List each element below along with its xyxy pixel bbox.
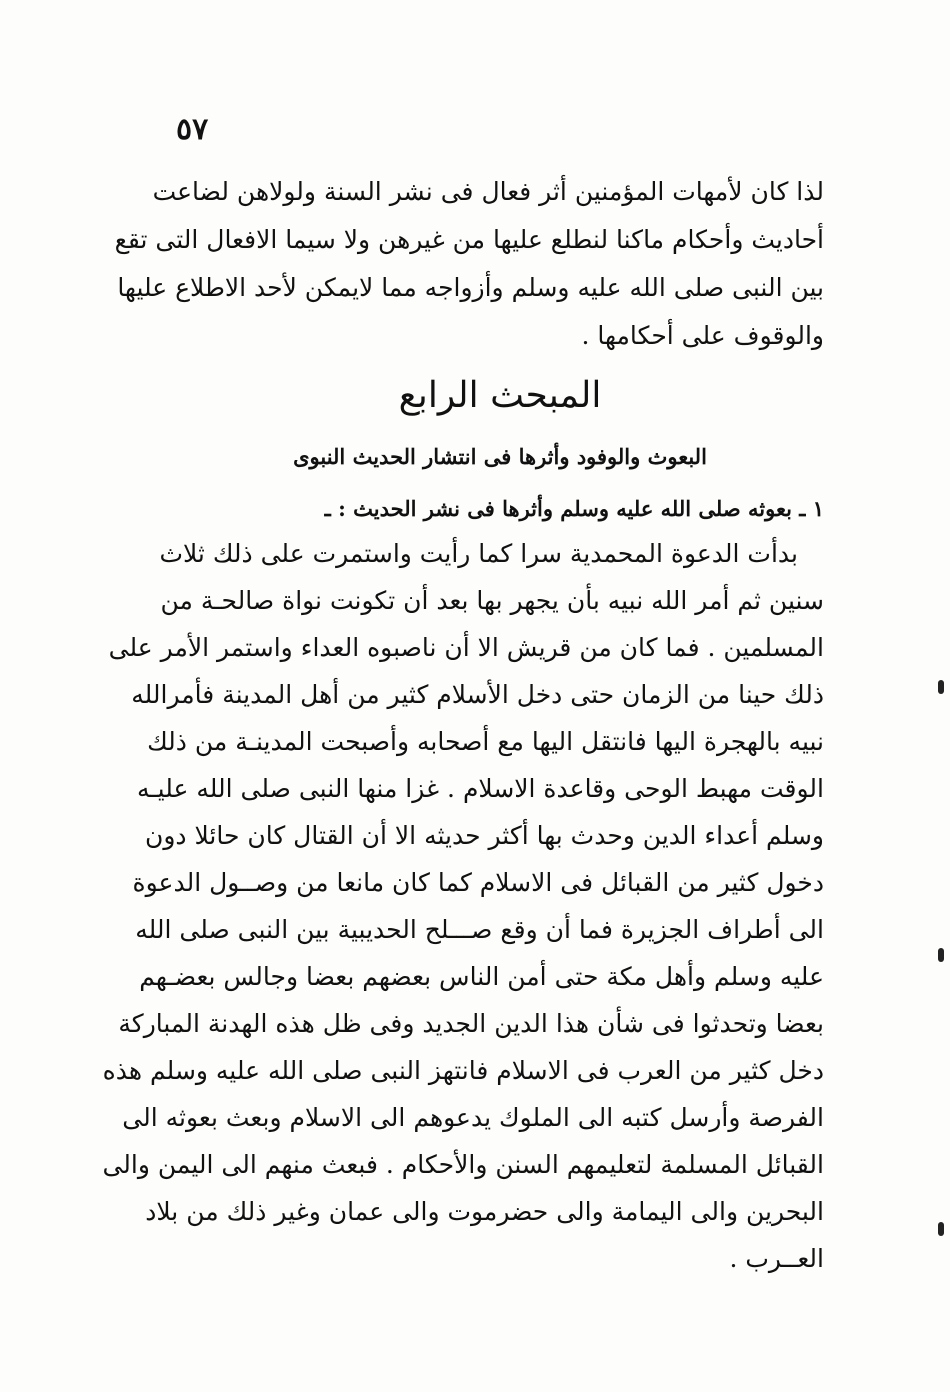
text-line: العــرب . — [729, 1244, 824, 1273]
text-line: المسلمين . فما كان من قريش الا أن ناصبوه العداء واستمر الأمر على — [108, 633, 824, 662]
text-line: بدأت الدعوة المحمدية سرا كما رأيت واستمرت على ذلك ثلاث — [159, 539, 798, 568]
text-line: البحرين والى اليمامة والى حضرموت والى عمان وغير ذلك من بلاد — [145, 1197, 824, 1226]
text-line: لذا كان لأمهات المؤمنين أثر فعال فى نشر السنة ولولاهن لضاعت — [152, 177, 824, 206]
margin-mark — [938, 1222, 944, 1236]
margin-mark — [938, 680, 944, 694]
text-line: نبيه بالهجرة اليها فانتقل اليها مع أصحابه وأصبحت المدينـة من ذلك — [147, 727, 824, 756]
text-line: سنين ثم أمر الله نبيه بأن يجهر بها بعد أن تكونت نواة صالحـة من — [160, 586, 824, 615]
text-line: والوقوف على أحكامها . — [581, 321, 824, 350]
section-subtitle: البعوث والوفود وأثرها فى انتشار الحديث النبوى — [293, 444, 707, 469]
body-paragraph — [102, 530, 824, 1282]
text-line: الفرصة وأرسل كتبه الى الملوك يدعوهم الى الاسلام وبعث بعوثه الى — [122, 1103, 824, 1132]
text-line: عليه وسلم وأهل مكة حتى أمن الناس بعضهم بعضا وجالس بعضـهم — [139, 962, 824, 991]
text-line: القبائل المسلمة لتعليمهم السنن والأحكام . فبعث منهم الى اليمن والى — [102, 1150, 824, 1179]
text-line: الى أطراف الجزيرة فما أن وقع صـــلح الحديبية بين النبى صلى الله — [135, 915, 824, 944]
section-title: المبحث الرابع — [398, 375, 602, 416]
text-line: وسلم أعداء الدين وحدث بها أكثر حديثه الا أن القتال كان حائلا دون — [144, 821, 824, 850]
intro-paragraph — [114, 168, 824, 360]
text-line: بين النبى صلى الله عليه وسلم وأزواجه مما لايمكن لأحد الاطلاع عليها — [117, 273, 824, 302]
text-line: أحاديث وأحكام ماكنا لنطلع عليها من غيرهن ولا سيما الافعال التى تقع — [114, 225, 824, 254]
page-number: ٥٧ — [176, 112, 209, 147]
text-line: دخول كثير من القبائل فى الاسلام كما كان مانعا من وصــول الدعوة — [132, 868, 824, 897]
text-line: دخل كثير من العرب فى الاسلام فانتهز النبى صلى الله عليه وسلم هذه — [102, 1056, 824, 1085]
margin-mark — [938, 948, 944, 962]
text-line: الوقت مهبط الوحى وقاعدة الاسلام . غزا منها النبى صلى الله عليـه — [136, 774, 824, 803]
text-line: ذلك حينا من الزمان حتى دخل الأسلام كثير من أهل المدينة فأمرالله — [131, 680, 824, 709]
subheading: ١ ـ بعوثه صلى الله عليه وسلم وأثرها فى نشر الحديث : ـ — [324, 496, 824, 521]
text-line: بعضا وتحدثوا فى شأن هذا الدين الجديد وفى ظل هذه الهدنة المباركة — [118, 1009, 824, 1038]
